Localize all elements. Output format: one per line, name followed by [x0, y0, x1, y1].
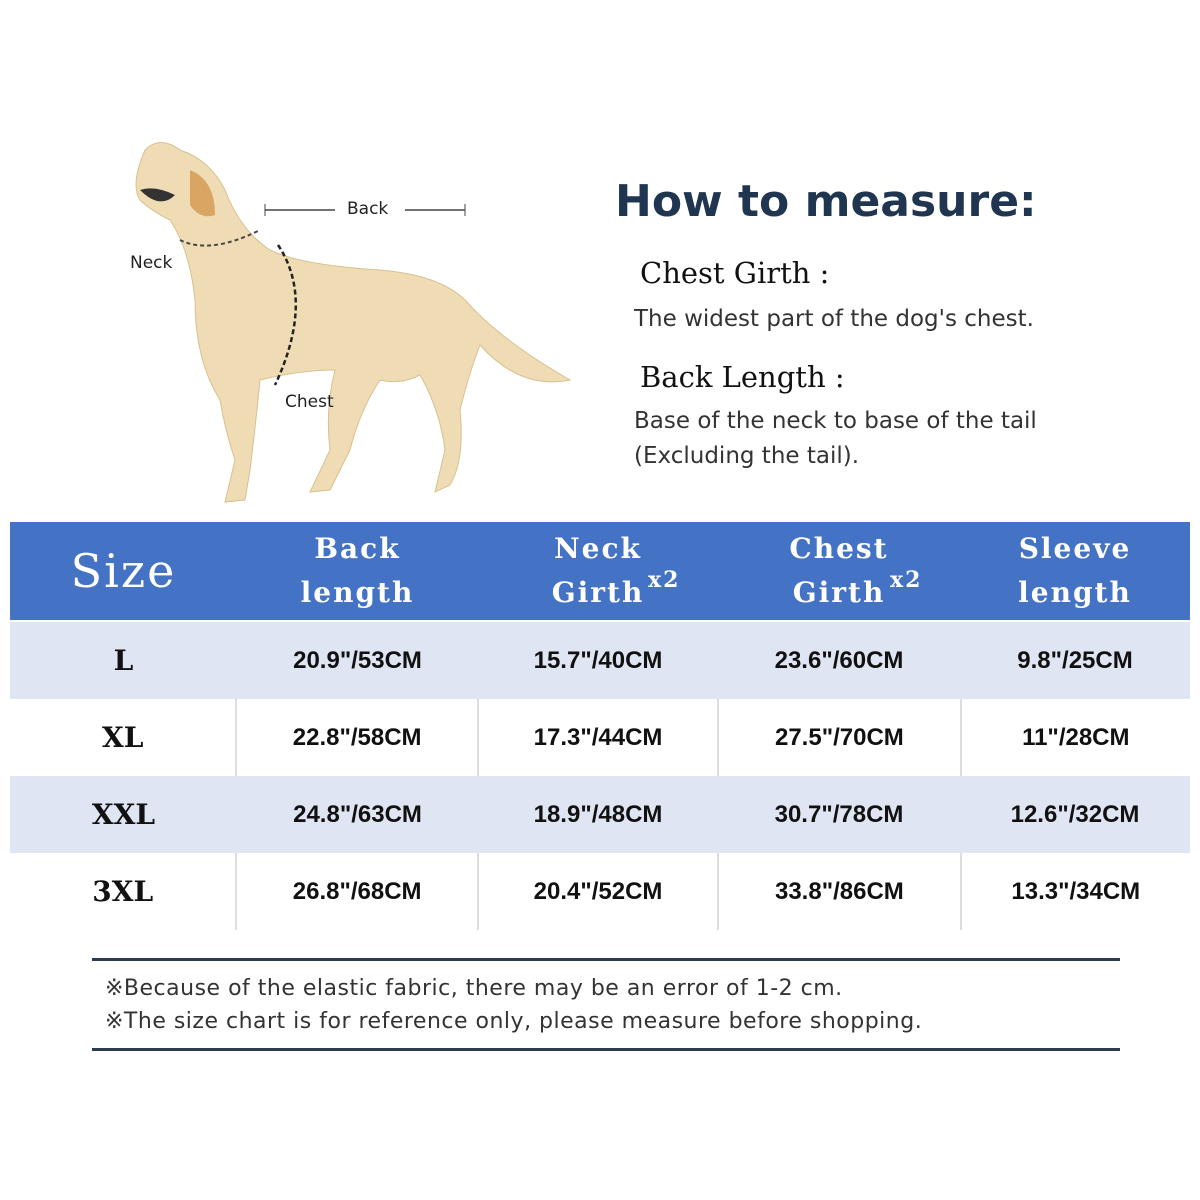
chest-cell: 30.7"/78CM	[774, 800, 904, 828]
header-chest-girth: Chest Girth x2	[789, 532, 923, 609]
chest-cell: 27.5"/70CM	[717, 699, 959, 776]
sleeve-cell: 9.8"/25CM	[1017, 646, 1133, 674]
header-size: Size	[70, 544, 177, 598]
back-length-heading: Back Length :	[640, 360, 845, 394]
back-length-text-2: (Excluding the tail).	[634, 443, 860, 469]
chest-label: Chest	[285, 392, 334, 412]
header-neck-girth: Neck Girth x2	[551, 532, 681, 609]
back-cell: 22.8"/58CM	[235, 699, 476, 776]
table-header	[10, 522, 1190, 620]
size-table	[10, 522, 1190, 930]
size-cell: XL	[102, 721, 144, 754]
neck-cell: 15.7"/40CM	[533, 646, 663, 674]
header-sleeve-length: Sleeve length	[1018, 532, 1132, 609]
sleeve-cell: 13.3"/34CM	[960, 853, 1190, 930]
back-length-text-1: Base of the neck to base of the tail	[634, 408, 1037, 434]
note-2: ※The size chart is for reference only, please measure before shopping.	[105, 1009, 923, 1034]
sleeve-cell: 12.6"/32CM	[1010, 800, 1140, 828]
size-cell: XXL	[91, 798, 156, 831]
header-back-length: Back length	[300, 532, 415, 609]
table-row	[10, 622, 1190, 699]
back-cell: 24.8"/63CM	[293, 800, 422, 828]
size-cell: L	[113, 644, 134, 677]
chest-girth-text: The widest part of the dog's chest.	[634, 306, 1034, 332]
size-cell: 3XL	[92, 875, 154, 908]
chest-cell: 23.6"/60CM	[774, 646, 904, 674]
neck-cell: 17.3"/44CM	[477, 699, 717, 776]
dog-illustration	[100, 130, 600, 510]
chest-cell: 33.8"/86CM	[717, 853, 959, 930]
divider	[92, 1048, 1120, 1051]
table-row	[10, 699, 1190, 776]
back-cell: 20.9"/53CM	[293, 646, 422, 674]
back-cell: 26.8"/68CM	[235, 853, 476, 930]
table-row	[10, 776, 1190, 853]
back-label: Back	[347, 199, 389, 219]
neck-label: Neck	[130, 253, 173, 273]
neck-cell: 18.9"/48CM	[533, 800, 663, 828]
divider	[92, 958, 1120, 961]
page-title: How to measure:	[615, 176, 1037, 227]
sleeve-cell: 11"/28CM	[960, 699, 1190, 776]
neck-cell: 20.4"/52CM	[477, 853, 717, 930]
chest-girth-heading: Chest Girth :	[640, 256, 830, 290]
table-row	[10, 853, 1190, 930]
note-1: ※Because of the elastic fabric, there may be an error of 1-2 cm.	[105, 976, 843, 1001]
